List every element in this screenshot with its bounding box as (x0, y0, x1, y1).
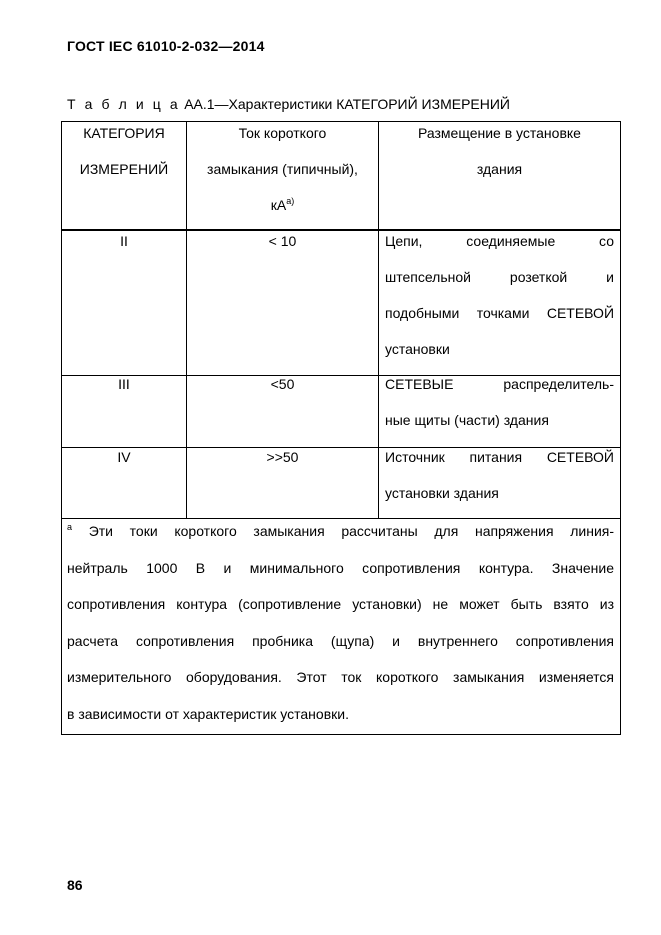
table-footnote: $^a$ Эти токи короткого замыкания рассчитаны для напряжения линия- нейтраль 1000 В и минимального сопротивления контура. Значение сопротивления контура (сопротивление установки) не может быть взято из расчета сопротивления пробника (щупа) и внутреннего сопротивления измерительного оборудования. Этот ток короткого замыкания изменяется в зависимости от характеристик установки. (67, 522, 615, 722)
table-caption-text: АА.1—Характеристики КАТЕГОРИЙ ИЗМЕРЕНИЙ (184, 96, 510, 112)
row-4-category: IV (117, 449, 131, 465)
row-4-location: Источник питания СЕТЕВОЙ установки здания (385, 449, 614, 501)
header-current-unit: кА (270, 197, 287, 213)
page-number: 86 (67, 877, 83, 893)
header-location: Размещение в установке здания (418, 125, 581, 177)
footnote-marker: a (67, 522, 73, 532)
header-current: Ток короткого замыкания (типичный), $кА^{a)}$ (207, 125, 358, 213)
document-header: ГОСТ IEC 61010-2-032—2014 (67, 38, 265, 54)
row-2-category: II (120, 233, 128, 249)
row-4-current: >>50 (266, 449, 299, 465)
header-category: КАТЕГОРИЯ ИЗМЕРЕНИЙ (79, 125, 169, 177)
row-2-location: Цепи, соединяемые со штепсельной розеткой и подобными точками СЕТЕВОЙ установки (385, 233, 614, 357)
row-3-location: СЕТЕВЫЕ распределитель- ные щиты (части) здания (385, 376, 614, 428)
table-caption-label: Т а б л и ц а (67, 96, 181, 112)
row-3-current: <50 (270, 376, 295, 392)
table-caption (67, 96, 510, 112)
header-current-note: a) (286, 196, 295, 206)
row-2-current: < 10 (268, 233, 297, 249)
row-3-category: III (118, 376, 130, 392)
